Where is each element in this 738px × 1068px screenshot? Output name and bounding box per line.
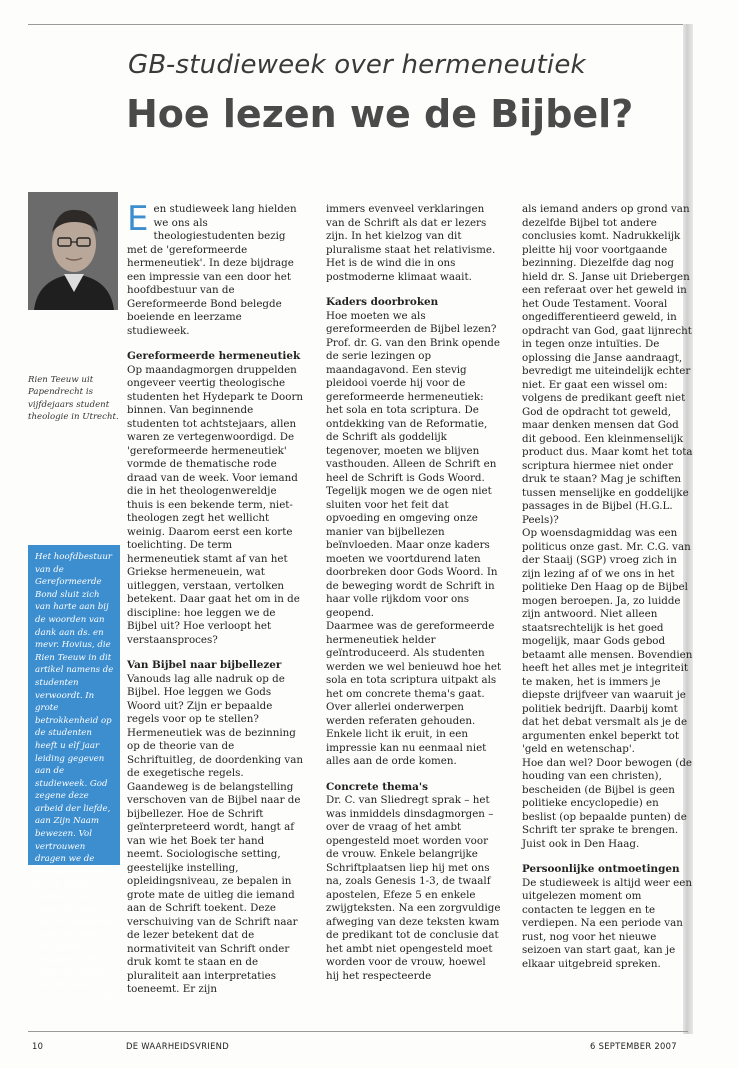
section-heading: Gereformeerde hermeneutiek: [127, 350, 301, 362]
section-heading: Concrete thema's: [326, 780, 428, 793]
intro-text: en studieweek lang hielden we ons als theologiestudenten bezig met de 'gereformeerde hermeneutiek'. In deze bijdrage een impressie van een door het hoofdbestuur van de Gereformeerde Bond belegde boeiende en leerzame studieweek.: [127, 203, 297, 337]
bottom-divider: [28, 1031, 688, 1032]
article-subtitle: GB-studieweek over hermeneutiek: [128, 50, 586, 80]
top-divider: [28, 24, 688, 25]
column-lead-text: immers evenveel verklaringen van de Schrift als dat er lezers zijn. In het kielzog van dit pluralisme staat het relativisme. Het is de wind die in ons postmoderne klimaat waait.: [326, 203, 496, 283]
section-heading: Kaders doorbroken: [326, 296, 439, 308]
section-text: Hoe dan wel? Door bewogen (de houding van een christen), bescheiden (de Bijbel is geen politieke encyclopedie) en beslist (op bepaalde punten) de Schrift ter sprake te brengen. Juist ook in Den Haag.: [522, 756, 693, 850]
intro-paragraph: [127, 199, 303, 338]
author-photo: [28, 192, 118, 310]
section-text: De studieweek is altijd weer een uitgelezen moment om contacten te leggen en te verdiepen. Na een periode van rust, nog voor het nieuwe seizoen van start gaat, kan je elkaar uitgebreid spreken.: [522, 876, 692, 970]
section-text: Vanouds lag alle nadruk op de Bijbel. Hoe leggen we Gods Woord uit? Zijn er bepaalde regels voor op te stellen? Hermeneutiek was de bezinning op de theorie van de Schriftuitleg, de doordenking van de exegetische regels. Gaandeweg is de belangstelling verschoven van de Bijbel naar de bijbellezer. Hoe de Schrift geïnterpreteerd wordt, hangt af van wie het Boek ter hand neemt. Sociologische setting, geestelijke instelling, opleidingsniveau, ze bepalen in grote mate de uitleg die iemand aan de Schrift toekent. Deze verschuiving van de Schrift naar de lezer betekent dat de normativiteit van Schrift onder druk komt te staan en de pluraliteit aan interpretaties toeneemt. Er zijn: [127, 672, 304, 995]
column-2: [326, 203, 502, 983]
photo-caption: Rien Teeuw uit Papendrecht is vijfdejaars student theologie in Utrecht.: [28, 375, 119, 423]
section-heading: Persoonlijke ontmoetingen: [522, 863, 680, 875]
column-1: [127, 199, 304, 997]
board-note-text: Het hoofdbestuur van de Gereformeerde Bond sluit zich van harte aan bij de woorden van dank aan ds. en mevr. Hovius, die Rien Teeuw in dit artikel namens de studenten verwoordt. In grote betrokkenheid op de studenten heeft u elf jaar leiding gegeven aan de studieweek. God zegene deze arbeid der liefde, aan Zijn Naam bewezen. Vol vertrouwen dragen we de leiding over aan ds. en mevr. Koeman, die reeds één dag met de studenten kennismaakten. We wensen u vreugde in dit werk ten dienste van de kerk.: [35, 552, 114, 991]
section-heading: Van Bijbel naar bijbellezer: [127, 659, 282, 671]
article-title: Hoe lezen we de Bijbel?: [126, 92, 634, 136]
section-text: Op woensdagmiddag was een politicus onze gast. Mr. C.G. van der Staaij (SGP) vroeg zich in zijn lezing af of we ons in het politieke Den Haag op de Bijbel mogen beroepen. Ja, zo luidde zijn antwoord. Niet alleen staatsrechtelijk is het goed mogelijk, maar Gods gebod betaamt alle mensen. Bovendien heeft het alles met je integriteit te maken, het is immers je diepste drijfveer van waaruit je politiek bedrijft. Daarbij komt dat het debat versmalt als je de argumenten enkel beperkt tot 'geld en wetenschap'.: [522, 527, 693, 755]
board-note-signature: PJV: [99, 992, 115, 1003]
section-text: Dr. C. van Sliedregt sprak – het was inmiddels dinsdagmorgen – over de vraag of het ambt opengesteld moet worden voor de vrouw. Enkele belangrijke Schriftplaatsen liep hij met ons na, zoals Genesis 1-3, de twaalf apostelen, Efeze 5 en enkele zwijgteksten. Na een zorgvuldige afweging van deze teksten kwam de predikant tot de conclusie dat het ambt niet opengesteld moet worden voor de vrouw, hoewel hij het respecteerde: [326, 794, 501, 982]
column-3: [522, 203, 694, 971]
section-text: Daarmee was de gereformeerde hermeneutiek helder geïntroduceerd. Als studenten werden we wel benieuwd hoe het sola en tota scriptura uitpakt als het om concrete thema's gaat. Over allerlei onderwerpen werden referaten gehouden. Enkele licht ik eruit, in een impressie kan nu eenmaal niet alles aan de orde komen.: [326, 620, 502, 767]
portrait-image: [28, 192, 118, 310]
magazine-name: DE WAARHEIDSVRIEND: [126, 1041, 229, 1051]
board-note-box: [28, 545, 120, 1003]
section-text: Op maandagmorgen druppelden ongeveer veertig theologische studenten het Hydepark te Doorn binnen. Van beginnende studenten tot achtstejaars, allen waren ze vertegenwoordigd. De 'gereformeerde hermeneutiek' vormde de thematische rode draad van de week. Voor iemand die in het theologenwereldje thuis is een bekende term, niet-theologen zegt het wellicht weinig. Daarom eerst een korte toelichting. De term hermeneutiek stamt af van het Griekse hermeneuein, wat uitleggen, verstaan, vertolken betekent. Daar gaat het om in de discipline: hoe leggen we de Bijbel uit? Hoe verloopt het verstaansproces?: [127, 363, 304, 646]
section-text: Hoe moeten we als gereformeerden de Bijbel lezen? Prof. dr. G. van den Brink opende de serie lezingen op maandagavond. Een stevig pleidooi voerde hij voor de gereformeerde hermeneutiek: het sola en tota scriptura. De ontdekking van de Reformatie, de Schrift als goddelijk tegenover, moeten we blijven vasthouden. Alleen de Schrift en heel de Schrift is Gods Woord. Tegelijk mogen we de ogen niet sluiten voor het feit dat opvoeding en omgeving onze manier van bijbellezen beïnvloeden. Maar onze kaders moeten we voortdurend laten doorbreken door Gods Woord. In de beweging wordt de Schrift in haar volle rijkdom voor ons geopend.: [326, 309, 500, 619]
issue-date: 6 SEPTEMBER 2007: [590, 1041, 677, 1051]
page-number: 10: [32, 1041, 44, 1051]
drop-cap: E: [127, 199, 149, 239]
column-lead-text: als iemand anders op grond van dezelfde Bijbel tot andere conclusies komt. Nadrukkelijk pleitte hij voor voortgaande bezinning. Diezelfde dag nog hield dr. S. Janse uit Driebergen een referaat over het geweld in het Oude Testament. Vooral ongedifferentieerd geweld, in opdracht van God, gaat lijnrecht in tegen onze intuïties. De oplossing die Janse aandraagt, bevredigt me uiteindelijk echter niet. Er gaat een wissel om: volgens de predikant geeft niet God de opdracht tot geweld, maar denken mensen dat God dit gebood. Een kleinmenselijk product dus. Maar komt het tota scriptura hiermee niet onder druk te staan? Mag je schiften tussen menselijke en goddelijke passages in de Bijbel (H.G.L. Peels)?: [522, 203, 693, 526]
